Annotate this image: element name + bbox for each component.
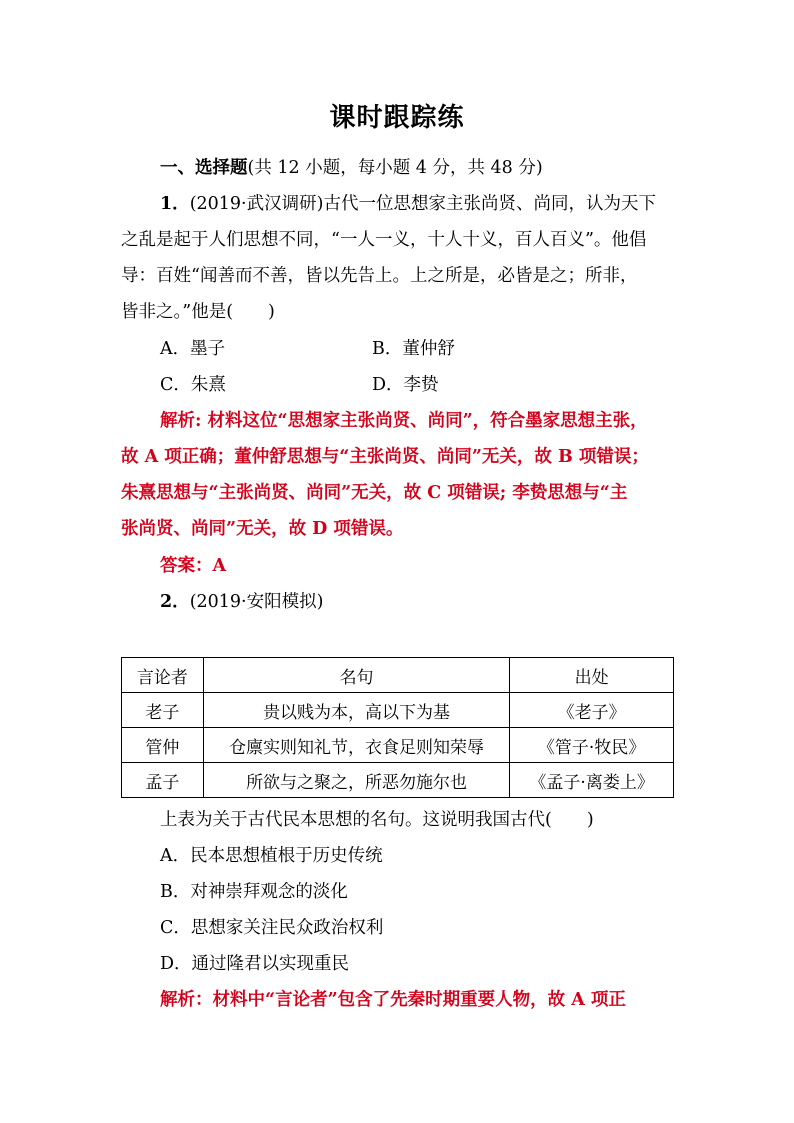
quote-table [121, 657, 674, 798]
section-label: 一、选择题 [160, 158, 248, 178]
table-cell: 《老子》 [510, 693, 674, 728]
table-cell: 管仲 [122, 728, 204, 763]
q2-analysis-label: 解析 [160, 990, 195, 1010]
q2-option-c: C．思想家关注民众政治权利 [160, 918, 384, 938]
q1-analysis-text-1: : 材料这位“思想家主张尚贤、尚同”，符合墨家思想主张， [195, 411, 648, 431]
q2-analysis-line-1 [160, 988, 626, 1012]
q2-line-1 [160, 590, 323, 614]
q1-option-c: C．朱熹 [160, 375, 226, 395]
q1-option-d: D．李贽 [372, 375, 439, 395]
page-title: 课时跟踪练 [329, 103, 465, 133]
q1-number: 1． [160, 194, 190, 214]
q1-line-3: 导：百姓“闻善而不善，皆以先告上。上之所是，必皆是之；所非， [121, 266, 638, 286]
q1-answer: 答案：A [160, 556, 227, 576]
q1-option-b: B．董仲舒 [372, 339, 455, 359]
table-row [122, 693, 674, 728]
table-row [122, 728, 674, 763]
table-cell: 老子 [122, 693, 204, 728]
table-cell: 所欲与之聚之，所恶勿施尔也 [203, 763, 509, 798]
q2-analysis-text: ：材料中“言论者”包含了先秦时期重要人物，故 A 项正 [195, 990, 626, 1010]
q2-number: 2． [160, 592, 190, 612]
table-header: 名句 [203, 658, 509, 693]
q1-line-2: 之乱是起于人们思想不同，“一人一义，十人十义，百人百义”。他倡 [121, 230, 647, 250]
q1-text-1: (2019·武汉调研)古代一位思想家主张尚贤、尚同，认为天下 [189, 194, 656, 214]
q2-option-a: A．民本思想植根于历史传统 [160, 846, 383, 866]
q2-stem: 上表为关于古代民本思想的名句。这说明我国古代( ) [160, 810, 594, 830]
q2-source: (2019·安阳模拟) [189, 592, 324, 612]
q1-line-1 [160, 192, 656, 216]
q1-analysis-label: 解析 [160, 411, 195, 431]
table-cell: 贵以贱为本，高以下为基 [203, 693, 509, 728]
q1-analysis-line-4: 张尚贤、尚同”无关，故 D 项错误。 [121, 519, 404, 539]
table-cell: 《孟子·离娄上》 [510, 763, 674, 798]
table-cell: 《管子·牧民》 [510, 728, 674, 763]
section-heading [160, 156, 543, 180]
q2-option-d: D．通过隆君以实现重民 [160, 954, 350, 974]
table-header: 出处 [510, 658, 674, 693]
q1-line-4: 皆非之。”他是( ) [121, 302, 275, 322]
q1-option-a: A．墨子 [160, 339, 226, 359]
table-header: 言论者 [122, 658, 204, 693]
table-row [122, 763, 674, 798]
q1-analysis-line-2: 故 A 项正确；董仲舒思想与“主张尚贤、尚同”无关，故 B 项错误； [121, 447, 649, 467]
section-note: (共 12 小题，每小题 4 分，共 48 分) [247, 158, 543, 178]
q2-option-b: B．对神崇拜观念的淡化 [160, 882, 348, 902]
table-cell: 孟子 [122, 763, 204, 798]
q1-analysis-line-3: 朱熹思想与“主张尚贤、尚同”无关，故 C 项错误; 李贽思想与“主 [121, 483, 628, 503]
q1-analysis-line-1 [160, 409, 648, 433]
table-header-row [122, 658, 674, 693]
table-cell: 仓廪实则知礼节，衣食足则知荣辱 [203, 728, 509, 763]
